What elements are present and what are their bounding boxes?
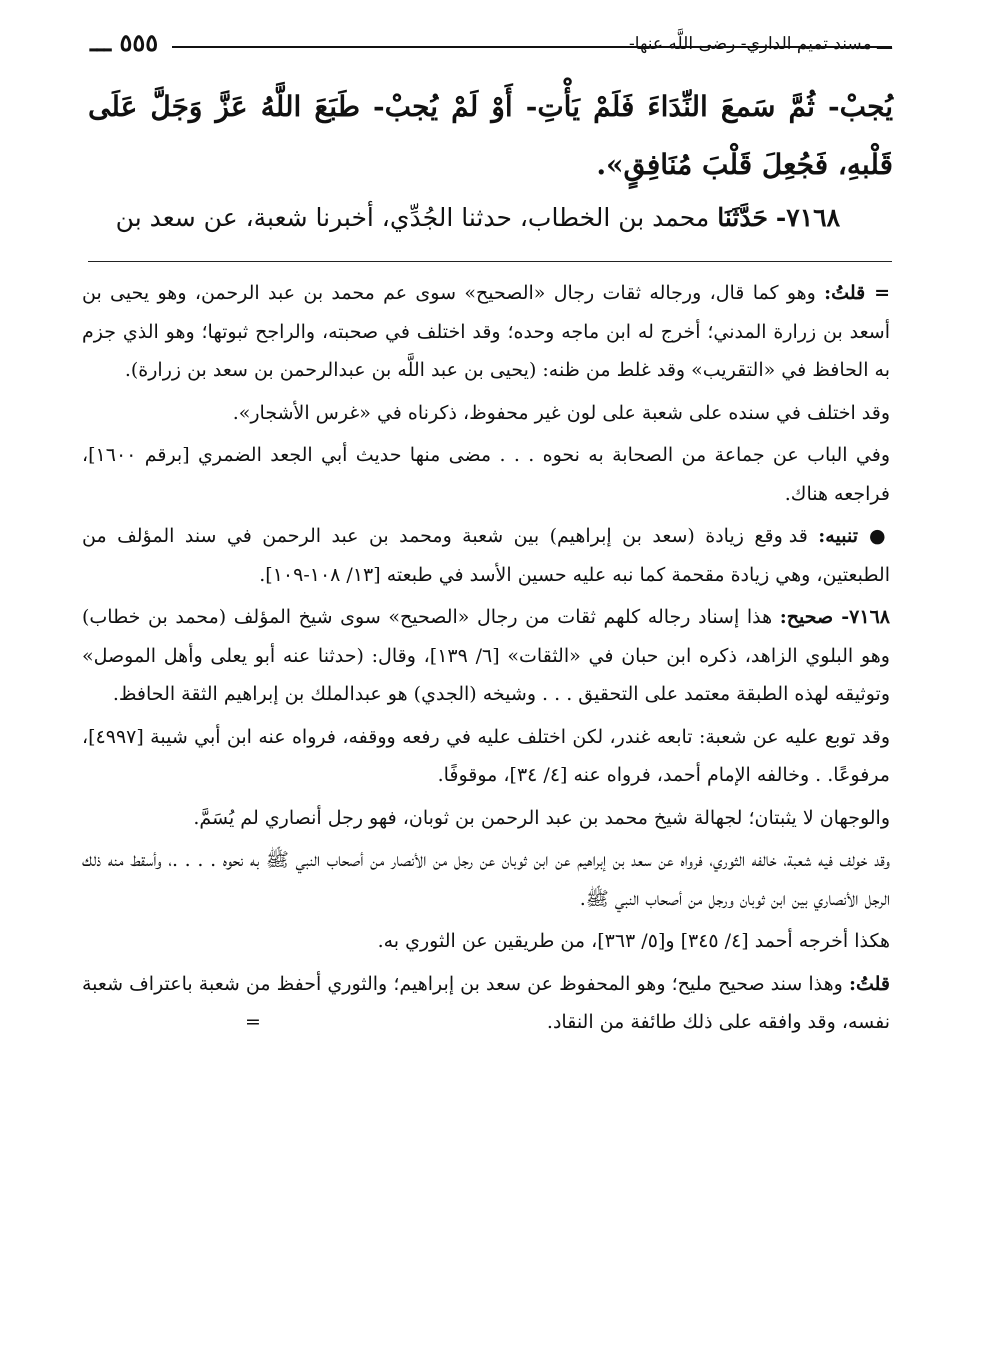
note-paragraph bbox=[82, 394, 890, 433]
note-paragraph bbox=[82, 274, 890, 390]
note-text: قد وقع زيادة (سعد بن إبراهيم) بين شعبة ومحمد بن عبد الرحمن في سند المؤلف من الطبعتين، وهي زيادة مقحمة كما نبه عليه حسين الأسد في طبعته [١٣/ ١٠٨-١٠٩]. bbox=[82, 525, 890, 586]
running-title: ـــ مسند تميم الداري- رضى اللَّه عنها- bbox=[621, 34, 892, 54]
note-text: وقد اختلف في سنده على شعبة على لون غير محفوظ، ذكرناه في «غرس الأشجار». bbox=[232, 401, 890, 424]
hadith-keyword: حَدَّثَنَا bbox=[717, 203, 768, 232]
note-paragraph bbox=[82, 436, 890, 513]
hadith-7168-start bbox=[88, 196, 840, 240]
note-marker: ٧١٦٨- صحيح: bbox=[779, 606, 890, 628]
note-text: وقد خولف فيه شعبة، خالفه الثوري، فرواه عن سعد بن إبراهيم عن ابن ثوبان عن رجل من الأنصار من أصحاب النبي ﷺ به نحوه . . . .، وأسقط منه ذلك الرجل الأنصاري بين ابن ثوبان ورجل من أصحاب النبي ﷺ. bbox=[82, 849, 890, 910]
footnote-divider bbox=[88, 261, 892, 262]
footnotes bbox=[82, 274, 890, 1046]
note-paragraph bbox=[82, 922, 890, 961]
note-marker: ● تنبيه: bbox=[818, 525, 890, 547]
page-number: ٥٥٥ ـــ bbox=[90, 28, 166, 57]
note-paragraph bbox=[82, 799, 890, 838]
main-hadith-text bbox=[88, 78, 893, 194]
note-text: وقد توبع عليه عن شعبة: تابعه غندر، لكن اختلف عليه في رفعه ووقفه، فرواه عنه ابن أبي شيبة [٤٩٩٧]، مرفوعًا. . وخالفه الإمام أحمد، فرواه عنه [٤/ ٣٤]، موقوفًا. bbox=[82, 725, 890, 786]
note-marker: قلتُ: bbox=[848, 972, 890, 995]
hadith-number: ٧١٦٨- bbox=[775, 203, 840, 232]
hadith-chain: محمد بن الخطاب، حدثنا الجُدِّي، أخبرنا شعبة، عن سعد بن bbox=[115, 203, 710, 232]
note-text: وفي الباب عن جماعة من الصحابة به نحوه . . . مضى منها حديث أبي الجعد الضمري [برقم ١٦٠٠]، فراجعه هناك. bbox=[82, 444, 890, 505]
note-text: هكذا أخرجه أحمد [٤/ ٣٤٥] و[٥/ ٣٦٣]، من طريقين عن الثوري به. bbox=[377, 930, 890, 952]
hadith-continuation: يُجبْ- ثُمَّ سَمعَ النِّدَاءَ فَلَمْ يَأْتِ- أَوْ لَمْ يُجبْ- طَبَعَ اللَّهُ عَزَّ وَجَلَّ عَلَى قَلْبهِ، فَجُعِلَ قَلْبَ مُنَافِقٍ». bbox=[88, 90, 893, 181]
note-text: هذا إسناد رجاله كلهم ثقات من رجال «الصحيح» سوى شيخ المؤلف (محمد بن خطاب) وهو البلوي الزاهد، ذكره ابن حبان في «الثقات» [٦/ ١٣٩]، وقال: (حدثنا عنه أبو يعلى وأهل الموصل» وتوثيقه لهذه الطبقة معتمد على التحقيق . . . وشيخه (الجدي) هو عبدالملك بن إبراهيم الثقة الحافظ. bbox=[82, 606, 890, 705]
note-paragraph bbox=[82, 965, 890, 1042]
note-paragraph bbox=[82, 841, 890, 918]
note-text: وهو كما قال، ورجاله ثقات رجال «الصحيح» سوى عم محمد بن عبد الرحمن، وهو يحيى بن أسعد بن زرارة المدني؛ أخرج له ابن ماجه وحده؛ وقد اختلف في صحبته، والراجح ثبوتها؛ وهو الذي جزم به الحافظ في «التقريب» وقد غلط من ظنه: (يحيى بن عبد اللَّه بن عبدالرحمن بن سعد بن زرارة). bbox=[82, 282, 890, 381]
header-rule bbox=[172, 46, 892, 48]
note-text: والوجهان لا يثبتان؛ لجهالة شيخ محمد بن عبد الرحمن بن ثوبان، فهو رجل أنصاري لم يُسَمَّ. bbox=[193, 806, 890, 829]
continuation-marker: = bbox=[244, 1011, 261, 1033]
note-paragraph bbox=[82, 718, 890, 795]
page-header bbox=[90, 26, 892, 66]
note-marker: = قلتُ: bbox=[824, 282, 891, 304]
note-text: وهذا سند صحيح مليح؛ وهو المحفوظ عن سعد بن إبراهيم؛ والثوري أحفظ من شعبة باعتراف شعبة نفسه، وقد وافقه على ذلك طائفة من النقاد. bbox=[82, 972, 890, 1033]
note-paragraph bbox=[82, 598, 890, 714]
note-paragraph bbox=[82, 517, 890, 594]
